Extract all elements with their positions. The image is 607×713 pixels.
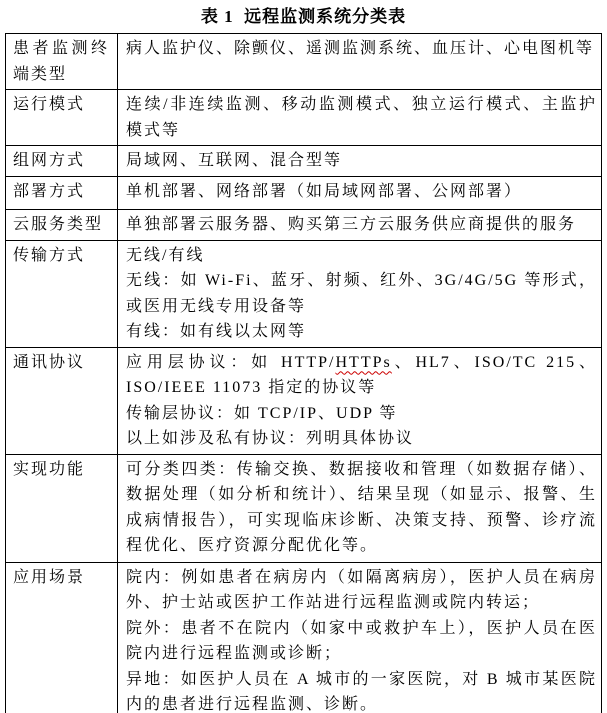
- cell-text: 病人监护仪、除颤仪、遥测监测系统、血压计、心电图机等: [126, 40, 595, 57]
- text-segment: 应用层协议：如 HTTP/: [126, 353, 336, 371]
- row-label: 患者监测终端类型: [6, 34, 118, 90]
- row-value: [118, 454, 602, 562]
- row-value: [118, 240, 602, 347]
- table-row: [6, 347, 602, 454]
- table-row: [6, 34, 602, 90]
- cell-text: 传输层协议：如 TCP/IP、UDP 等: [126, 404, 398, 422]
- row-value: [118, 562, 602, 713]
- table-row: [6, 90, 602, 146]
- table-row: [6, 210, 602, 241]
- row-value: [118, 34, 602, 90]
- table-row: [6, 454, 602, 562]
- row-label: 实现功能: [6, 454, 118, 562]
- table-row: [6, 562, 602, 713]
- row-value: [118, 210, 602, 241]
- classification-table: [5, 33, 602, 713]
- row-label: 组网方式: [6, 146, 118, 177]
- table-row: [6, 177, 602, 210]
- table-row: [6, 240, 602, 347]
- cell-text: 院内：例如患者在病房内（如隔离病房），医护人员在病房外、护士站或医护工作站进行远程监测或院内转运；: [126, 568, 597, 611]
- row-label: 云服务类型: [6, 210, 118, 241]
- cell-text: 无线：如 Wi-Fi、蓝牙、射频、红外、3G/4G/5G 等形式，或医用无线专用设备等: [126, 272, 597, 315]
- cell-text: 有线：如有线以太网等: [126, 323, 307, 340]
- row-label: 运行模式: [6, 90, 118, 146]
- row-value: [118, 90, 602, 146]
- cell-text: 院外：患者不在院内（如家中或救护车上），医护人员在医院内进行远程监测或诊断；: [126, 619, 597, 662]
- row-value: [118, 177, 602, 210]
- cell-text: 以上如涉及私有协议：列明具体协议: [126, 430, 415, 447]
- cell-text: 异地：如医护人员在 A 城市的一家医院，对 B 城市某医院内的患者进行远程监测、诊断。: [126, 670, 597, 713]
- cell-text: 单机部署、网络部署（如局域网部署、公网部署）: [126, 183, 523, 200]
- row-label: 应用场景: [6, 562, 118, 713]
- cell-text: 可分类四类：传输交换、数据接收和管理（如数据存储）、数据处理（如分析和统计）、结果呈现（如显示、报警、生成病情报告），可实现临床诊断、决策支持、预警、诊疗流程优化、医疗资源分配优化等。: [126, 460, 597, 554]
- table-caption: 表 1 远程监测系统分类表: [200, 7, 407, 26]
- cell-text: 无线/有线: [126, 246, 205, 264]
- row-value: [118, 146, 602, 177]
- row-label: 传输方式: [6, 240, 118, 347]
- text-segment: 、HL7、ISO/TC 215、ISO/IEEE 11073 指定的协议等: [126, 353, 597, 396]
- row-value: [118, 347, 602, 454]
- table-row: [6, 146, 602, 177]
- row-label: 通讯协议: [6, 347, 118, 454]
- misspelled-word: HTTPs: [335, 353, 392, 371]
- cell-text: 连续/非连续监测、移动监测模式、独立运行模式、主监护模式等: [126, 96, 597, 139]
- cell-text: [126, 350, 597, 401]
- cell-text: 局域网、互联网、混合型等: [126, 152, 343, 169]
- cell-text: 单独部署云服务器、购买第三方云服务供应商提供的服务: [126, 216, 577, 233]
- row-label: 部署方式: [6, 177, 118, 210]
